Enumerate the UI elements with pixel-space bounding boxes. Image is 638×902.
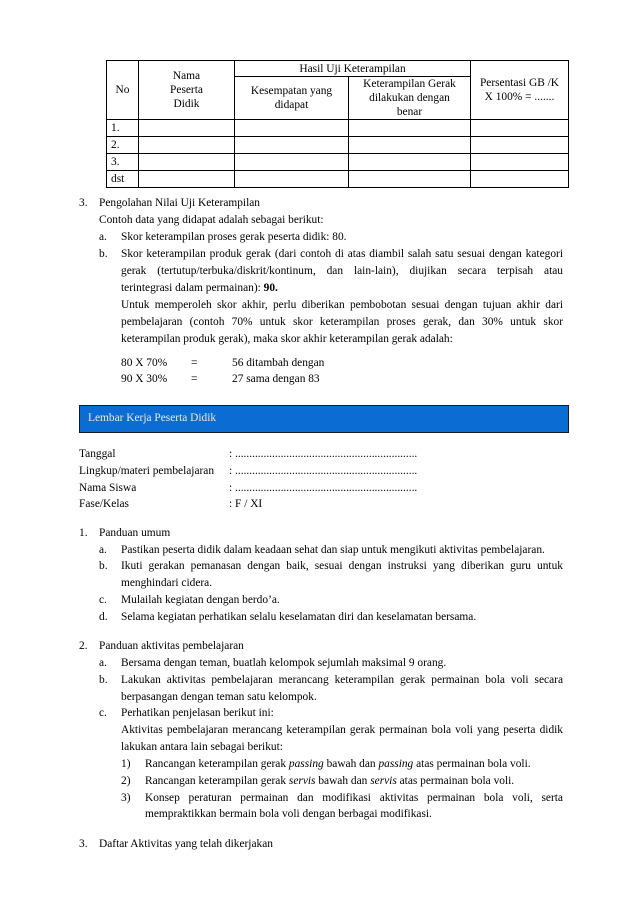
row-number: dst — [107, 171, 139, 188]
header-correct: Keterampilan Gerak dilakukan dengan benar — [349, 77, 471, 120]
guide2-number: 2. — [79, 640, 88, 652]
guide2-title: Panduan aktivitas pembelajaran — [99, 640, 244, 652]
section3-title: Pengolahan Nilai Uji Keterampilan — [99, 197, 261, 209]
activity-item-3-line2: mempraktikkan bermain bola voli dengan berbagai modifikasi. — [145, 808, 432, 820]
section3-b-line2: gerak (tertutup/terbuka/diskrit/kontinum, dan lain-lain), diujikan secara terpisah atau — [121, 265, 563, 277]
section3-number: 3. — [79, 197, 88, 209]
product-score: 90. — [263, 282, 278, 294]
guide1-number: 1. — [79, 527, 88, 539]
form-value-student[interactable]: : ................................................................ — [229, 482, 418, 494]
row-number: 3. — [107, 154, 139, 171]
activity-item-2: Rancangan keterampilan gerak servis bawah dan servis atas permainan bola voli. — [145, 775, 515, 787]
section3-b-label: b. — [99, 248, 108, 260]
header-percent: Persentasi GB /K X 100% = ....... — [471, 61, 569, 120]
table-row — [107, 171, 569, 188]
section3-intro: Contoh data yang didapat adalah sebagai berikut: — [99, 214, 324, 226]
guide2-item-c: Perhatikan penjelasan berikut ini: — [121, 707, 274, 719]
calc-result-1: 56 ditambah dengan — [232, 357, 325, 369]
form-label-scope: Lingkup/materi pembelajaran — [79, 465, 215, 477]
guide2-c-para-line2: lakukan antara lain sebagai berikut: — [121, 741, 283, 753]
section3-b-line3: terintegrasi dalam permainan): 90. — [121, 282, 278, 294]
lkpd-heading-bar — [79, 405, 569, 433]
section3-a-label: a. — [99, 231, 107, 243]
guide3-title: Daftar Aktivitas yang telah dikerjakan — [99, 838, 273, 850]
calc-result-2: 27 sama dengan 83 — [232, 373, 320, 385]
row-number: 1. — [107, 120, 139, 137]
row-number: 2. — [107, 137, 139, 154]
section3-a-text: Skor keterampilan proses gerak peserta didik: 80. — [121, 231, 347, 243]
form-label-class: Fase/Kelas — [79, 498, 129, 510]
section3-p-line2: pembelajaran (contoh 70% untuk skor keterampilan proses gerak, dan 30% untuk skor — [121, 316, 563, 328]
calc-eq-1: = — [191, 357, 198, 369]
guide3-number: 3. — [79, 838, 88, 850]
guide1-title: Panduan umum — [99, 527, 171, 539]
guide1-item-d: Selama kegiatan perhatikan selalu keselamatan diri dan keselamatan bersama. — [121, 611, 477, 623]
form-value-class: : F / XI — [229, 498, 263, 510]
activity-item-1: Rancangan keterampilan gerak passing bawah dan passing atas permainan bola voli. — [145, 758, 531, 770]
section3-p-line1: Untuk memperoleh skor akhir, perlu diberikan pembobotan sesuai dengan tujuan akhir dari — [121, 299, 563, 311]
header-name: Nama Peserta Didik — [139, 61, 235, 120]
form-label-student: Nama Siswa — [79, 482, 137, 494]
calc-eq-2: = — [191, 373, 198, 385]
lkpd-title: Lembar Kerja Peserta Didik — [88, 412, 217, 424]
activity-item-3-line1: Konsep peraturan permainan dan modifikasi aktivitas permainan bola voli, serta — [145, 792, 563, 804]
form-label-date: Tanggal — [79, 448, 116, 460]
table-row — [107, 120, 569, 137]
header-skill-group: Hasil Uji Keterampilan — [235, 61, 471, 77]
table-row — [107, 137, 569, 154]
calc-expr-2: 90 X 30% — [121, 373, 168, 385]
section3-b-line1: Skor keterampilan produk gerak (dari contoh di atas diambil salah satu sesuai dengan kategori — [121, 248, 563, 260]
guide1-item-c: Mulailah kegiatan dengan berdo’a. — [121, 594, 280, 606]
guide2-c-para-line1: Aktivitas pembelajaran merancang keterampilan gerak permainan bola voli yang peserta didik — [121, 724, 563, 736]
guide1-item-b-line2: menghindari cidera. — [121, 577, 213, 589]
guide1-item-b-line1: Ikuti gerakan pemanasan dengan baik, sesuai dengan instruksi yang diberikan guru untuk — [121, 560, 563, 572]
form-value-scope[interactable]: : ................................................................ — [229, 465, 418, 477]
section3-p-line3: keterampilan produk gerak), maka skor akhir keterampilan gerak adalah: — [121, 333, 453, 345]
header-no: No — [107, 61, 139, 120]
header-chance: Kesempatan yang didapat — [235, 77, 349, 120]
table-row — [107, 154, 569, 171]
calc-expr-1: 80 X 70% — [121, 357, 168, 369]
guide2-item-b-line2: berpasangan dengan teman satu kelompok. — [121, 691, 317, 703]
guide1-item-a: Pastikan peserta didik dalam keadaan sehat dan siap untuk mengikuti aktivitas pembelajaran. — [121, 544, 545, 556]
guide2-item-a: Bersama dengan teman, buatlah kelompok sejumlah maksimal 9 orang. — [121, 657, 447, 669]
score-table — [106, 60, 569, 188]
guide2-item-b-line1: Lakukan aktivitas pembelajaran merancang keterampilan gerak permainan bola voli secara — [121, 674, 563, 686]
form-value-date[interactable]: : ................................................................ — [229, 448, 418, 460]
